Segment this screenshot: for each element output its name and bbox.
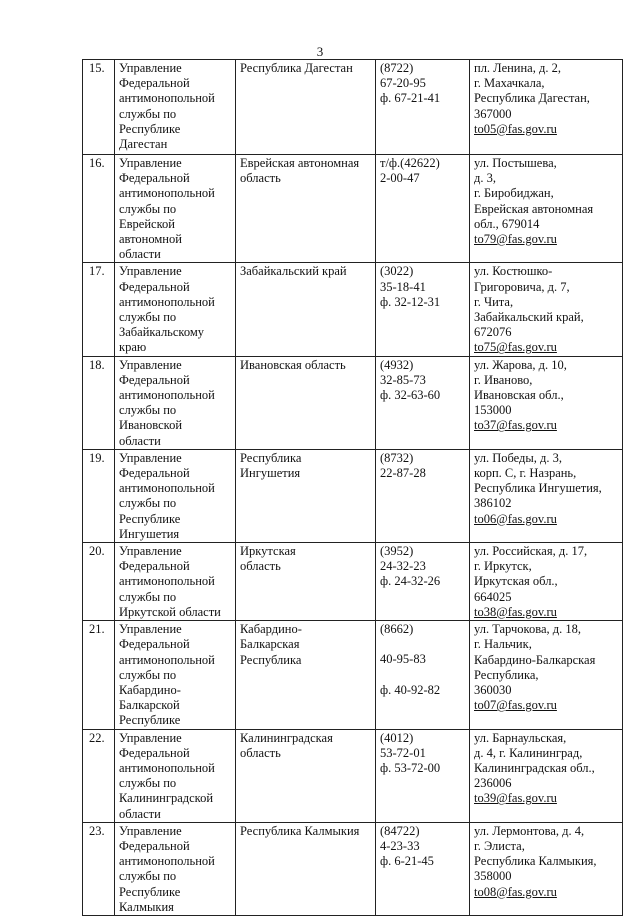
postal-address-line: г. Нальчик,	[474, 637, 532, 652]
region-name-line: Республика	[240, 652, 302, 667]
office-name-line: Управление	[119, 730, 182, 745]
office-name-line: Управление	[119, 622, 182, 637]
postal-address-line: г. Махачкала,	[474, 76, 545, 91]
email-link[interactable]: to05@fas.gov.ru	[474, 121, 557, 136]
office-name	[115, 449, 236, 542]
postal-address-line: Еврейская автономная	[474, 201, 594, 216]
region-name	[236, 155, 376, 263]
office-name-line: Калмыкия	[119, 899, 174, 914]
office-name-line: Федеральной	[119, 76, 190, 91]
email-link[interactable]: to37@fas.gov.ru	[474, 418, 557, 433]
phone-numbers	[376, 60, 470, 155]
postal-address-line: Григоровича, д. 7,	[474, 279, 570, 294]
postal-address-line: Кабардино-Балкарская	[474, 652, 596, 667]
postal-address-line: ул. Барнаульская,	[474, 730, 567, 745]
postal-address-line: Республика Дагестан,	[474, 91, 590, 106]
phone-numbers-line: ф. 24-32-26	[380, 574, 441, 589]
phone-numbers	[376, 822, 470, 915]
region-name-line: Ивановская область	[240, 357, 346, 372]
office-name-line: Республике	[119, 511, 181, 526]
office-name-line: Ингушетия	[119, 526, 180, 541]
postal-address-line: 367000	[474, 106, 512, 121]
phone-numbers	[376, 543, 470, 621]
postal-address-line: Республика Калмыкия,	[474, 854, 597, 869]
phone-numbers-line: (8732)	[380, 450, 414, 465]
office-name-line: Республике	[119, 121, 181, 136]
office-name-line: области	[119, 433, 161, 448]
office-name-line: Калининградской	[119, 791, 214, 806]
office-name-line: Федеральной	[119, 838, 190, 853]
table-row	[83, 263, 623, 356]
region-name-line: Кабардино-	[240, 622, 302, 637]
office-name-line: области	[119, 806, 161, 821]
office-name-line: краю	[119, 340, 147, 355]
postal-address-line: д. 3,	[474, 171, 496, 186]
postal-address-line: обл., 679014	[474, 216, 540, 231]
office-name	[115, 155, 236, 263]
region-name	[236, 60, 376, 155]
phone-numbers-line: ф. 6-21-45	[380, 854, 434, 869]
region-name-line: область	[240, 171, 281, 186]
row-number: 18.	[83, 356, 115, 449]
office-name	[115, 621, 236, 729]
office-name	[115, 356, 236, 449]
postal-address	[470, 621, 623, 729]
table-row	[83, 543, 623, 621]
office-name	[115, 822, 236, 915]
region-name-line: Республика Калмыкия	[240, 823, 360, 838]
phone-numbers	[376, 155, 470, 263]
phone-numbers-line: 32-85-73	[380, 372, 426, 387]
office-name-line: службы по	[119, 869, 177, 884]
row-number: 21.	[83, 621, 115, 729]
table-row	[83, 356, 623, 449]
office-name-line: Республике	[119, 884, 181, 899]
table-row	[83, 60, 623, 155]
office-name-line: Управление	[119, 264, 182, 279]
postal-address-line: ул. Российская, д. 17,	[474, 544, 588, 559]
region-name	[236, 263, 376, 356]
table-row	[83, 729, 623, 822]
postal-address-line: ул. Победы, д. 3,	[474, 450, 563, 465]
office-name-line: службы по	[119, 106, 177, 121]
office-name-line: службы по	[119, 776, 177, 791]
postal-address-line: Калининградская обл.,	[474, 760, 595, 775]
postal-address-line: 358000	[474, 869, 512, 884]
postal-address-line: ул. Лермонтова, д. 4,	[474, 823, 585, 838]
fas-offices-table	[82, 59, 623, 916]
postal-address	[470, 60, 623, 155]
phone-numbers-line: 22-87-28	[380, 466, 426, 481]
phone-numbers-line: (3952)	[380, 544, 414, 559]
office-name-line: службы по	[119, 201, 177, 216]
region-name-line: область	[240, 745, 281, 760]
postal-address	[470, 729, 623, 822]
postal-address-line: 153000	[474, 403, 512, 418]
phone-numbers-line: ф. 53-72-00	[380, 760, 441, 775]
row-number: 15.	[83, 60, 115, 155]
email-link[interactable]: to38@fas.gov.ru	[474, 604, 557, 619]
office-name-line: Кабардино-	[119, 682, 181, 697]
postal-address	[470, 822, 623, 915]
office-name-line: Управление	[119, 357, 182, 372]
phone-numbers-line: 35-18-41	[380, 279, 426, 294]
region-name-line: Забайкальский край	[240, 264, 347, 279]
postal-address-line: Ивановская обл.,	[474, 388, 564, 403]
office-name-line: Еврейской	[119, 216, 175, 231]
phone-numbers-line: (8722)	[380, 61, 414, 75]
office-name-line: Федеральной	[119, 171, 190, 186]
region-name-line: Республика	[240, 450, 302, 465]
office-name-line: Федеральной	[119, 466, 190, 481]
phone-numbers-line: т/ф.(42622)	[380, 156, 440, 170]
office-name	[115, 60, 236, 155]
region-name	[236, 356, 376, 449]
office-name-line: Дагестан	[119, 137, 168, 152]
postal-address-line: 360030	[474, 682, 512, 697]
postal-address-line: ул. Постышева,	[474, 156, 557, 170]
email-link[interactable]: to06@fas.gov.ru	[474, 511, 557, 526]
phone-numbers	[376, 263, 470, 356]
table-row	[83, 822, 623, 915]
office-name-line: области	[119, 247, 161, 262]
email-link[interactable]: to07@fas.gov.ru	[474, 698, 557, 713]
region-name-line: Республика Дагестан	[240, 61, 353, 75]
table-row	[83, 449, 623, 542]
office-name-line: антимонопольной	[119, 574, 215, 589]
office-name-line: антимонопольной	[119, 388, 215, 403]
page-number: 3	[316, 44, 324, 59]
office-name-line: Балкарской	[119, 698, 180, 713]
table-row	[83, 621, 623, 729]
office-name-line: Федеральной	[119, 372, 190, 387]
postal-address-line: г. Иркутск,	[474, 559, 532, 574]
region-name-line: Ингушетия	[240, 466, 301, 481]
office-name-line: Управление	[119, 156, 182, 170]
region-name-line: Иркутская	[240, 544, 296, 559]
phone-numbers	[376, 449, 470, 542]
office-name-line: Республике	[119, 713, 181, 728]
office-name-line: Федеральной	[119, 745, 190, 760]
region-name	[236, 543, 376, 621]
postal-address	[470, 543, 623, 621]
phone-numbers-line: ф. 40-92-82	[380, 682, 441, 697]
phone-numbers-line: 53-72-01	[380, 745, 426, 760]
region-name-line: область	[240, 559, 281, 574]
office-name-line: службы по	[119, 667, 177, 682]
row-number: 17.	[83, 263, 115, 356]
email-link[interactable]: to75@fas.gov.ru	[474, 340, 557, 355]
phone-numbers-line: ф. 32-12-31	[380, 294, 441, 309]
postal-address	[470, 356, 623, 449]
office-name-line: антимонопольной	[119, 186, 215, 201]
region-name	[236, 449, 376, 542]
office-name-line: антимонопольной	[119, 91, 215, 106]
office-name-line: Управление	[119, 450, 182, 465]
row-number: 22.	[83, 729, 115, 822]
office-name-line: антимонопольной	[119, 652, 215, 667]
postal-address-line: 664025	[474, 589, 512, 604]
office-name-line: антимонопольной	[119, 481, 215, 496]
row-number: 19.	[83, 449, 115, 542]
phone-numbers	[376, 729, 470, 822]
office-name-line: Управление	[119, 61, 182, 75]
phone-numbers-line: ф. 32-63-60	[380, 388, 441, 403]
office-name-line: Федеральной	[119, 559, 190, 574]
phone-numbers-line: 2-00-47	[380, 171, 420, 186]
postal-address-line: ул. Жарова, д. 10,	[474, 357, 567, 372]
postal-address-line: Иркутская обл.,	[474, 574, 558, 589]
phone-numbers-line: (4932)	[380, 357, 414, 372]
postal-address-line: Забайкальский край,	[474, 310, 584, 325]
phone-numbers-line: (4012)	[380, 730, 414, 745]
office-name-line: Иркутской области	[119, 604, 221, 619]
postal-address-line: д. 4, г. Калининград,	[474, 745, 583, 760]
phone-numbers-line: (8662)	[380, 622, 414, 637]
office-name-line: Забайкальскому	[119, 325, 205, 340]
office-name-line: антимонопольной	[119, 294, 215, 309]
office-name-line: Федеральной	[119, 637, 190, 652]
postal-address-line: г. Иваново,	[474, 372, 533, 387]
postal-address-line: 236006	[474, 776, 512, 791]
office-name-line: службы по	[119, 589, 177, 604]
postal-address-line: Республика,	[474, 667, 539, 682]
office-name-line: службы по	[119, 403, 177, 418]
postal-address-line: г. Чита,	[474, 294, 514, 309]
table-row	[83, 155, 623, 263]
phone-numbers-line: ф. 67-21-41	[380, 91, 441, 106]
office-name-line: Управление	[119, 823, 182, 838]
region-name	[236, 822, 376, 915]
email-link[interactable]: to39@fas.gov.ru	[474, 791, 557, 806]
phone-numbers	[376, 356, 470, 449]
office-name-line: автономной	[119, 232, 182, 247]
phone-numbers	[376, 621, 470, 729]
postal-address	[470, 263, 623, 356]
region-name-line: Балкарская	[240, 637, 300, 652]
office-name-line: антимонопольной	[119, 854, 215, 869]
postal-address	[470, 449, 623, 542]
postal-address-line: 672076	[474, 325, 512, 340]
postal-address-line: г. Элиста,	[474, 838, 525, 853]
email-link[interactable]: to08@fas.gov.ru	[474, 884, 557, 899]
phone-numbers-line: 40-95-83	[380, 652, 426, 667]
region-name	[236, 729, 376, 822]
office-name-line: антимонопольной	[119, 760, 215, 775]
phone-numbers-line: 67-20-95	[380, 76, 426, 91]
office-name-line: службы по	[119, 496, 177, 511]
postal-address-line: 386102	[474, 496, 512, 511]
postal-address-line: пл. Ленина, д. 2,	[474, 61, 561, 75]
postal-address-line: ул. Костюшко-	[474, 264, 553, 279]
region-name	[236, 621, 376, 729]
row-number: 16.	[83, 155, 115, 263]
office-name-line: Федеральной	[119, 279, 190, 294]
postal-address-line: г. Биробиджан,	[474, 186, 554, 201]
office-name	[115, 729, 236, 822]
phone-numbers-line: 24-32-23	[380, 559, 426, 574]
row-number: 20.	[83, 543, 115, 621]
phone-numbers-line: (3022)	[380, 264, 414, 279]
region-name-line: Калининградская	[240, 730, 333, 745]
office-name-line: службы по	[119, 310, 177, 325]
postal-address	[470, 155, 623, 263]
phone-numbers-line: 4-23-33	[380, 838, 420, 853]
row-number: 23.	[83, 822, 115, 915]
email-link[interactable]: to79@fas.gov.ru	[474, 232, 557, 247]
phone-numbers-line: (84722)	[380, 823, 420, 838]
postal-address-line: Республика Ингушетия,	[474, 481, 602, 496]
postal-address-line: ул. Тарчокова, д. 18,	[474, 622, 581, 637]
office-name	[115, 263, 236, 356]
region-name-line: Еврейская автономная	[240, 156, 360, 170]
office-name	[115, 543, 236, 621]
postal-address-line: корп. С, г. Назрань,	[474, 466, 577, 481]
office-name-line: Ивановской	[119, 418, 183, 433]
office-name-line: Управление	[119, 544, 182, 559]
